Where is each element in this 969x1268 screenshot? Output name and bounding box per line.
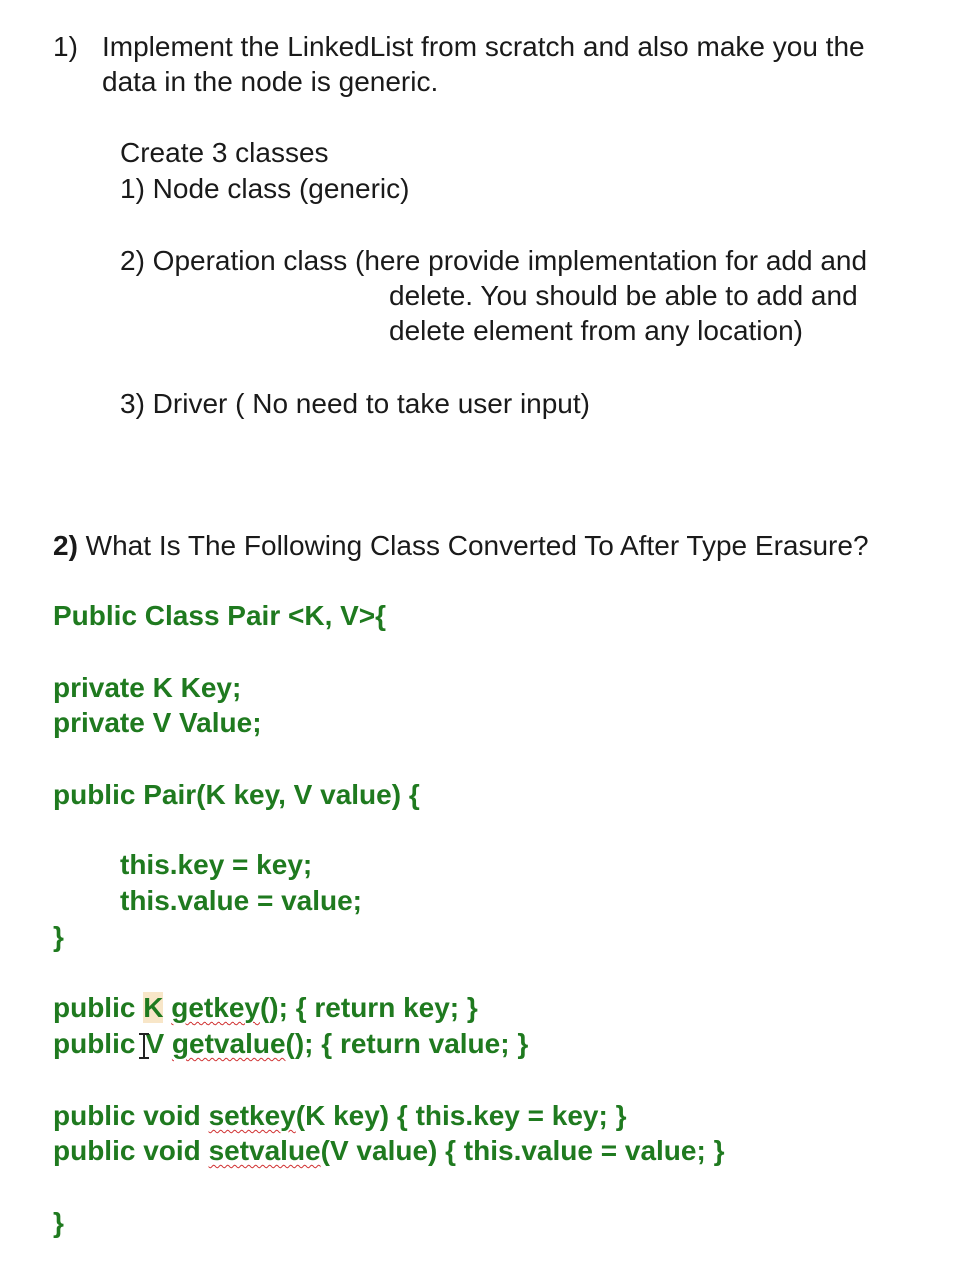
code-assign-value: this.value = value; bbox=[120, 885, 362, 916]
code-getkey-rest: (); { return key; } bbox=[259, 992, 478, 1023]
code-setvalue bbox=[53, 1134, 724, 1168]
q2-number: 2) bbox=[53, 530, 78, 561]
code-class-close: } bbox=[53, 1207, 64, 1238]
code-setkey bbox=[53, 1099, 626, 1133]
q1-line2: data in the node is generic. bbox=[102, 66, 439, 97]
code-getvalue-pre: public bbox=[53, 1028, 136, 1059]
code-getkey-type-highlight: K bbox=[143, 992, 164, 1023]
q1-number: 1) bbox=[53, 31, 78, 62]
q1-item1: 1) Node class (generic) bbox=[120, 173, 410, 204]
code-getvalue bbox=[53, 1027, 528, 1061]
q2-heading bbox=[53, 529, 869, 563]
code-setkey-pre: public void bbox=[53, 1100, 209, 1131]
code-field-key: private K Key; bbox=[53, 672, 242, 703]
code-setkey-rest: (K key) { this.key = key; } bbox=[295, 1100, 627, 1131]
code-assign-key: this.key = key; bbox=[120, 849, 313, 880]
code-setkey-name: setkey bbox=[208, 1100, 296, 1131]
code-constructor: public Pair(K key, V value) { bbox=[53, 779, 420, 810]
q1-create: Create 3 classes bbox=[120, 137, 329, 168]
code-setvalue-name: setvalue bbox=[208, 1135, 321, 1166]
code-class-decl: Public Class Pair <K, V>{ bbox=[53, 600, 387, 631]
q1-item3: 3) Driver ( No need to take user input) bbox=[120, 388, 590, 419]
code-getvalue-name: getvalue bbox=[171, 1028, 286, 1059]
code-getkey-name: getkey bbox=[171, 992, 260, 1023]
q2-question: What Is The Following Class Converted To After Type Erasure? bbox=[77, 530, 869, 561]
code-getkey-pre: public bbox=[53, 992, 144, 1023]
code-getvalue-type: V bbox=[145, 1028, 165, 1059]
text-cursor-icon bbox=[138, 1032, 150, 1060]
code-setvalue-rest: (V value) { this.value = value; } bbox=[320, 1135, 725, 1166]
q1-line1: Implement the LinkedList from scratch and also make you the bbox=[102, 31, 865, 62]
code-getkey bbox=[53, 991, 478, 1025]
code-ctor-close: } bbox=[53, 921, 64, 952]
code-field-value: private V Value; bbox=[53, 707, 262, 738]
q1-item2-line1: 2) Operation class (here provide implementation for add and bbox=[120, 245, 868, 276]
code-getvalue-rest: (); { return value; } bbox=[285, 1028, 529, 1059]
code-setvalue-pre: public void bbox=[53, 1135, 209, 1166]
code-getvalue-space bbox=[164, 1028, 172, 1059]
q1-item2-line2: delete. You should be able to add and bbox=[389, 280, 858, 311]
q1-item2-line3: delete element from any location) bbox=[389, 315, 803, 346]
